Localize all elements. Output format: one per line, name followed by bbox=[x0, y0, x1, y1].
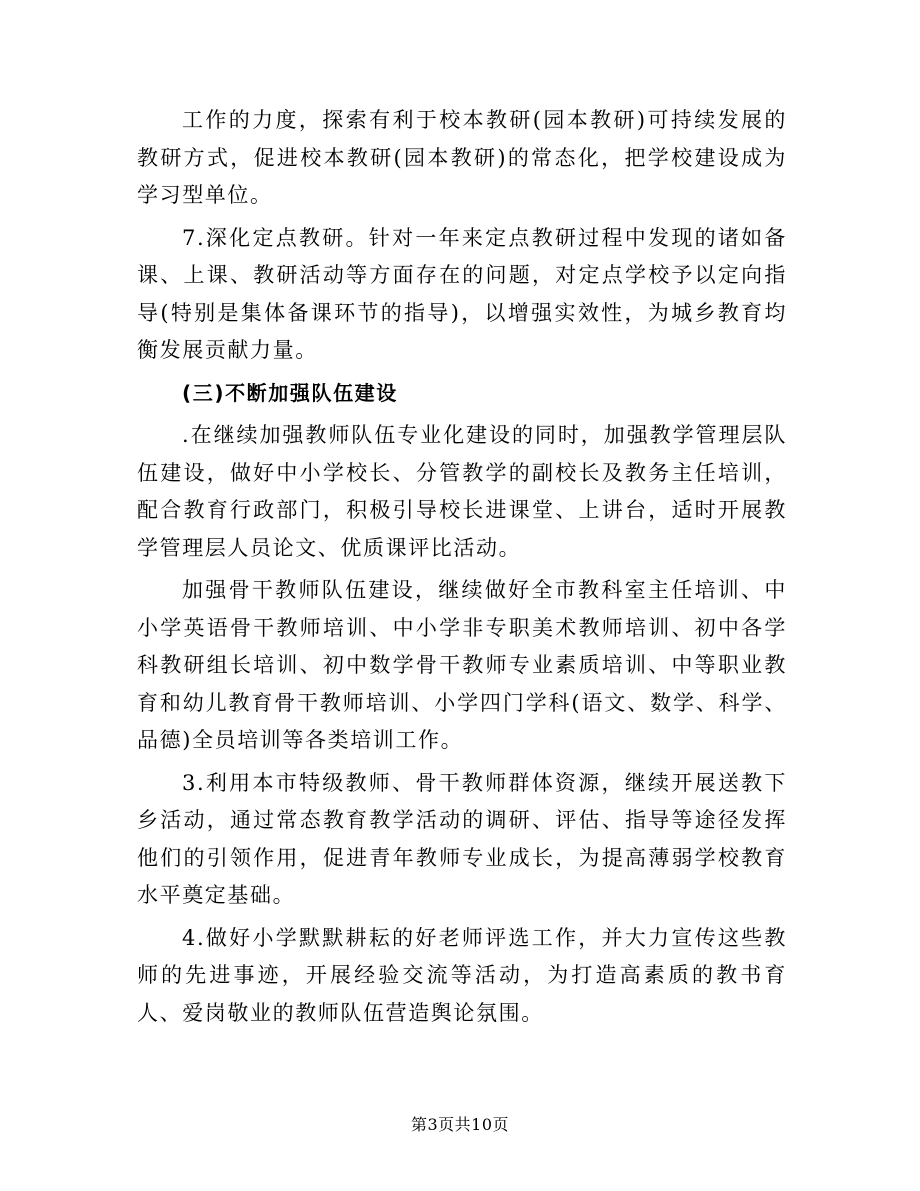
paragraph-item-3: 3.利用本市特级教师、骨干教师群体资源，继续开展送教下乡活动，通过常态教育教学活动的调研、评估、指导等途径发挥他们的引领作用，促进青年教师专业成长，为提高薄弱学校教育水平奠定基础。 bbox=[137, 770, 787, 907]
paragraph-item-1: .在继续加强教师队伍专业化建设的同时，加强教学管理层队伍建设，做好中小学校长、分管教学的副校长及教务主任培训，配合教育行政部门，积极引导校长进课堂、上讲台，适时开展教学管理层人员论文、优质课评比活动。 bbox=[137, 423, 787, 560]
paragraph-continuation: 工作的力度，探索有利于校本教研(园本教研)可持续发展的教研方式，促进校本教研(园本教研)的常态化，把学校建设成为学习型单位。 bbox=[137, 108, 787, 207]
paragraph-item-7: 7.深化定点教研。针对一年来定点教研过程中发现的诸如备课、上课、教研活动等方面存在的问题，对定点学校予以定向指导(特别是集体备课环节的指导)，以增强实效性，为城乡教育均衡发展贡献力量。 bbox=[137, 225, 787, 362]
paragraph-item-4: 4.做好小学默默耕耘的好老师评选工作，并大力宣传这些教师的先进事迹，开展经验交流等活动，为打造高素质的教书育人、爱岗敬业的教师队伍营造舆论氛围。 bbox=[137, 925, 787, 1025]
document-body bbox=[137, 102, 787, 1037]
page-number-footer: 第3页共10页 bbox=[410, 1115, 510, 1134]
section-heading-3: (三)不断加强队伍建设 bbox=[182, 380, 398, 405]
paragraph-item-2: 加强骨干教师队伍建设，继续做好全市教科室主任培训、中小学英语骨干教师培训、中小学非专职美术教师培训、初中各学科教研组长培训、初中数学骨干教师专业素质培训、中等职业教育和幼儿教育骨干教师培训、小学四门学科(语文、数学、科学、品德)全员培训等各类培训工作。 bbox=[137, 578, 787, 752]
